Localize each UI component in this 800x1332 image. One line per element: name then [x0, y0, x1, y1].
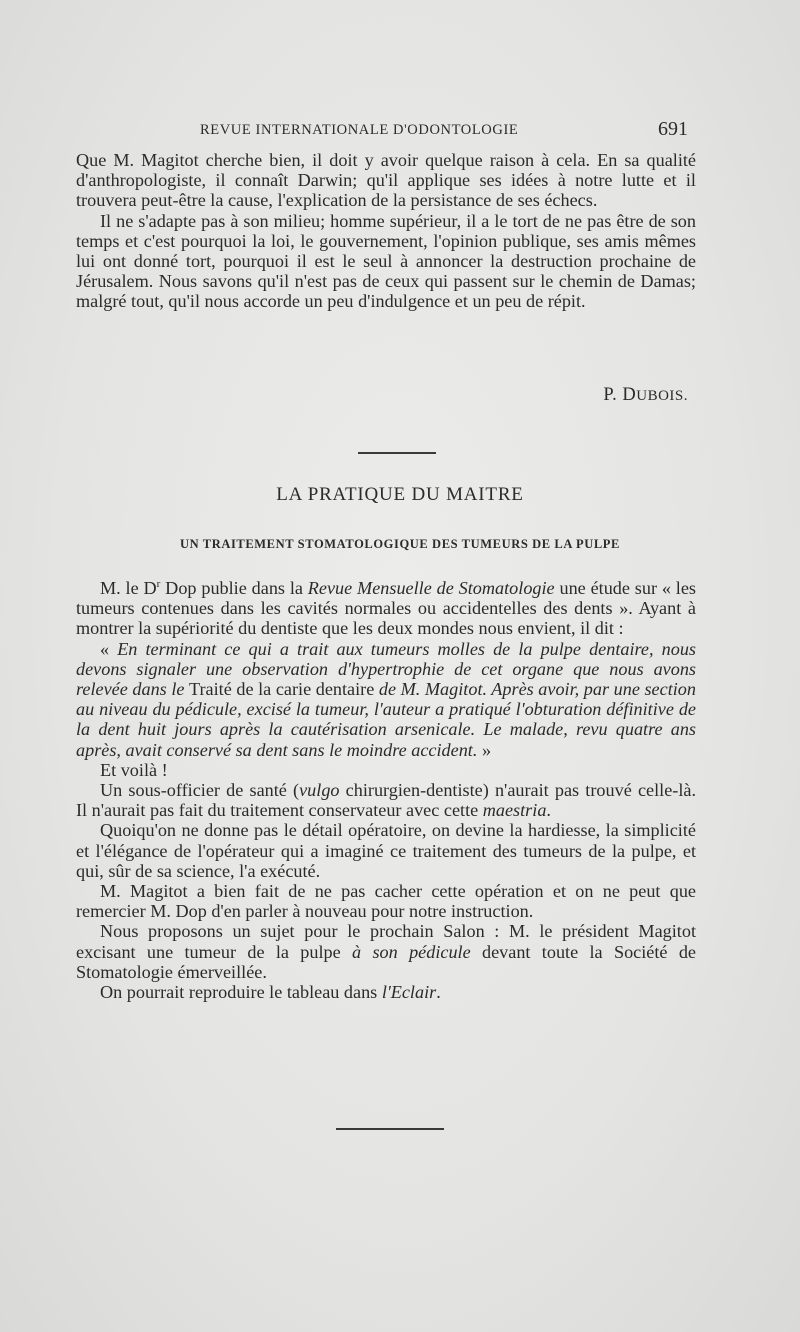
paragraph [76, 578, 696, 639]
italic-word: vulgo [299, 780, 340, 801]
quote-mark: » [477, 739, 492, 760]
quote-mark: « [100, 638, 118, 659]
superscript: r [156, 577, 161, 590]
paragraph: Il ne s'adapte pas à son milieu; homme supérieur, il a le tort de ne pas être de son temps et c'est pourquoi la loi, le gouvernement, l'opinion publique, ses amis mêmes lui ont donné tort, pourquoi il est le seul à annoncer la destruction prochaine de Jérusalem. Nous savons qu'il n'est pas de ceux qui passent sur le chemin de Damas; malgré tout, qu'il nous accorde un peu d'indulgence et un peu de répit. [76, 210, 696, 312]
paragraph [76, 921, 696, 982]
paragraph [76, 780, 696, 820]
text-run: Dop publie dans la [160, 578, 308, 598]
paragraph: Que M. Magitot cherche bien, il doit y avoir quelque raison à cela. En sa qualité d'anthropologiste, il connaît Darwin; qu'il applique ses idées à notre lutte et il trouvera peut-être la cause, l'explication de la persistance de ses échecs. [76, 150, 696, 211]
italic-phrase: à son pédicule [352, 941, 471, 962]
article-subtitle: UN TRAITEMENT STOMATOLOGIQUE DES TUMEURS DE LA PULPE [180, 537, 620, 551]
paragraph: Quoiqu'on ne donne pas le détail opératoire, on devine la hardiesse, la simplicité et l'élégance de l'opérateur qui a imaginé ce traitement des tumeurs de la pulpe, et qui, sûr de sa science, l'a exécuté. [76, 820, 696, 881]
author-signature [603, 385, 688, 406]
text-run: M. le D [100, 578, 157, 598]
quote-text: En terminant ce qui a trait aux tumeurs molles de la pulpe dentaire, nous devons signaler une observation d'hypertrophie de cet organe que nous avons relevée dans le [76, 638, 696, 700]
text-run: . [546, 800, 551, 821]
paragraph: Et voilà ! [100, 759, 168, 780]
quote-text: de M. Magitot. Après avoir, par une section au niveau du pédicule, excisé la tumeur, l'auteur a pratiqué l'obturation définitive de la dent huit jours après la cautérisation arsenicale. Le malade, revu quatre ans après, avait conservé sa dent sans le moindre accident. [76, 679, 696, 760]
text-run: une étude sur « les tumeurs contenues dans les cavités normales ou accidentelles des dents ». Ayant à montrer la supériorité du dentiste que les deux mondes nous envient, il dit : [76, 578, 697, 639]
text-run: devant toute la Société de Stomatologie émerveillée. [76, 941, 696, 982]
signature-initial: P. D [603, 385, 637, 405]
text-run: Un sous-officier de santé ( [100, 780, 300, 801]
article-dubois-body [76, 150, 696, 312]
text-run: . [436, 982, 441, 1003]
end-divider [336, 1128, 444, 1130]
journal-title: Revue Mensuelle de Stomatologie [307, 578, 555, 598]
italic-word: maestria [482, 800, 547, 821]
book-title: Traité de la carie dentaire [189, 679, 375, 700]
running-title: REVUE INTERNATIONALE D'ODONTOLOGIE [200, 122, 519, 138]
section-divider [358, 452, 436, 454]
paragraph [76, 982, 696, 1002]
text-run: chirurgien-dentiste) n'aurait pas trouvé celle-là. Il n'aurait pas fait du traitement conservateur avec cette [76, 780, 696, 821]
text-run: Nous proposons un sujet pour le prochain Salon : M. le président Magitot excisant une tumeur de la pulpe [76, 921, 696, 962]
article-title: LA PRATIQUE DU MAITRE [276, 484, 524, 505]
page-number: 691 [658, 118, 688, 140]
paragraph: M. Magitot a bien fait de ne pas cacher cette opération et on ne peut que remercier M. Dop d'en parler à nouveau pour notre instruction. [76, 881, 696, 922]
text-run: On pourrait reproduire le tableau dans [100, 982, 382, 1003]
running-head [200, 118, 688, 142]
newspaper-title: l'Eclair [381, 982, 437, 1003]
article-pratique-body [76, 578, 696, 1002]
signature-rest: UBOIS. [636, 388, 688, 404]
quotation [76, 639, 696, 760]
